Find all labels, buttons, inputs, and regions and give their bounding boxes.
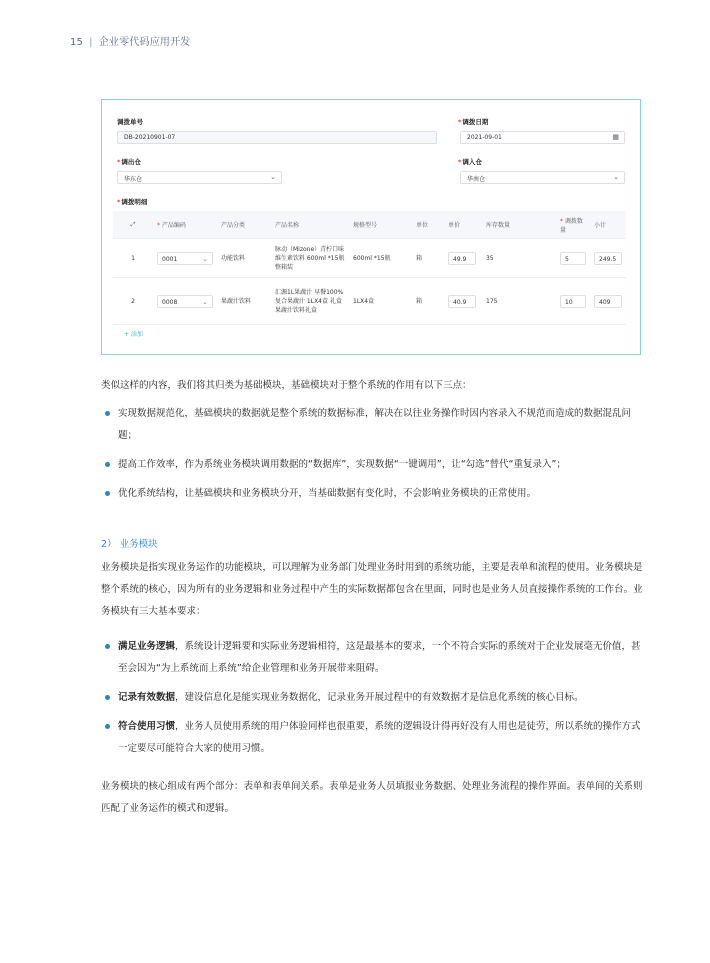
col-code: * 产品编码: [153, 211, 217, 239]
add-row-button[interactable]: + 添加: [124, 331, 143, 338]
price-input[interactable]: 49.9: [448, 252, 476, 265]
page-number: 15: [70, 37, 84, 48]
col-qty: * 调拨数量: [556, 211, 590, 239]
subtotal-cell: [590, 278, 626, 325]
table-row: [113, 239, 626, 278]
row-index: 2: [113, 278, 153, 325]
list-item: 满足业务逻辑，系统设计逻辑要和实际业务逻辑相符，这是最基本的要求，一个不符合实际的系统对于企业发展毫无价值，甚至会因为“为上系统而上系统”给企业管理和业务开展带来阻碍。: [101, 636, 646, 680]
header-separator: |: [89, 37, 93, 48]
bullet-icon: [105, 411, 110, 416]
chevron-down-icon: ⌄: [613, 173, 619, 181]
product-code-select[interactable]: 0001 ⌄: [157, 252, 213, 265]
qty-cell: [556, 278, 590, 325]
list-item: 记录有效数据，建设信息化是能实现业务数据化，记录业务开展过程中的有效数据才是信息化系统的核心目标。: [101, 687, 646, 709]
in-warehouse-select[interactable]: 华南仓 ⌄: [460, 171, 625, 184]
col-category: 产品分类: [217, 211, 271, 239]
product-code-cell: [153, 239, 217, 278]
table-row: [113, 278, 626, 325]
detail-label: *调拨明细: [117, 198, 148, 206]
out-warehouse-label: *调出仓: [117, 158, 141, 166]
product-code-cell: [153, 278, 217, 325]
spec-cell: 600ml *15瓶: [349, 239, 412, 278]
chevron-down-icon: ⌄: [270, 173, 276, 181]
intro-paragraph: 类似这样的内容，我们将其归类为基础模块，基础模块对于整个系统的作用有以下三点：: [101, 380, 472, 391]
price-cell: [444, 239, 482, 278]
running-title: 企业零代码应用开发: [98, 37, 191, 48]
bullet-icon: [105, 491, 110, 496]
qty-cell: [556, 239, 590, 278]
base-module-points: [101, 403, 646, 505]
bullet-icon: [105, 462, 110, 467]
chevron-down-icon: ⌄: [202, 297, 208, 306]
order-no-field[interactable]: DB-20210901-07: [117, 131, 437, 144]
qty-input[interactable]: 10: [560, 295, 586, 308]
expand-icon[interactable]: ⤢: [113, 211, 153, 239]
transfer-detail-table: [113, 211, 626, 325]
stock-cell: 35: [482, 239, 556, 278]
col-name: 产品名称: [271, 211, 349, 239]
product-code-select[interactable]: 0008 ⌄: [157, 295, 213, 308]
running-header: [70, 33, 191, 48]
date-label: *调拨日期: [458, 118, 489, 126]
subtotal-field: 409: [594, 295, 622, 308]
price-input[interactable]: 40.9: [448, 295, 476, 308]
requirements-list: [101, 636, 646, 760]
bullet-icon: [105, 695, 110, 700]
col-subtotal: 小计: [590, 211, 626, 239]
list-item: 优化系统结构，让基础模块和业务模块分开，当基础数据有变化时，不会影响业务模块的正常使用。: [101, 483, 646, 505]
bullet-icon: [105, 724, 110, 729]
category-cell: 功能饮料: [217, 239, 271, 278]
col-stock: 库存数量: [482, 211, 556, 239]
table-header-row: [113, 211, 626, 239]
col-price: 单价: [444, 211, 482, 239]
category-cell: 果蔬汁饮料: [217, 278, 271, 325]
list-item: 实现数据规范化，基础模块的数据就是整个系统的数据标准，解决在以往业务操作时因内容录入不规范而造成的数据混乱问题；: [101, 403, 646, 447]
date-field[interactable]: 2021-09-01 ▦: [460, 131, 625, 144]
section-paragraph: 业务模块是指实现业务运作的功能模块，可以理解为业务部门处理业务时用到的系统功能，主要是表单和流程的使用。业务模块是整个系统的核心，因为所有的业务逻辑和业务过程中产生的实际数据都包含在里面，同时也是业务人员直接操作系统的工作台。业务模块有三大基本要求：: [101, 562, 643, 617]
subtotal-cell: [590, 239, 626, 278]
out-warehouse-select[interactable]: 华东仓 ⌄: [117, 171, 282, 184]
list-item: 符合使用习惯，业务人员使用系统的用户体验同样也很重要，系统的逻辑设计得再好没有人用也是徒劳，所以系统的操作方式一定要尽可能符合大家的使用习惯。: [101, 716, 646, 760]
product-name-cell: 脉动（Mizone）青柠口味 维生素饮料 600ml *15瓶 整箱装: [271, 239, 349, 278]
unit-cell: 箱: [412, 278, 444, 325]
calendar-icon[interactable]: ▦: [612, 133, 619, 141]
closing-paragraph: 业务模块的核心组成有两个部分：表单和表单间关系。表单是业务人员填报业务数据、处理业务流程的操作界面。表单间的关系则匹配了业务运作的模式和逻辑。: [101, 781, 643, 814]
unit-cell: 箱: [412, 239, 444, 278]
chevron-down-icon: ⌄: [202, 254, 208, 263]
stock-cell: 175: [482, 278, 556, 325]
row-index: 1: [113, 239, 153, 278]
list-item: 提高工作效率，作为系统业务模块调用数据的“数据库”，实现数据“一键调用”，让“勾选”替代“重复录入”；: [101, 454, 646, 476]
in-warehouse-label: *调入仓: [458, 158, 482, 166]
col-unit: 单位: [412, 211, 444, 239]
qty-input[interactable]: 5: [560, 252, 586, 265]
price-cell: [444, 278, 482, 325]
subtotal-field: 249.5: [594, 252, 622, 265]
spec-cell: 1LX4盒: [349, 278, 412, 325]
section-heading: 2） 业务模块: [101, 539, 158, 550]
order-no-label: 调拨单号: [117, 118, 143, 126]
product-name-cell: 汇源1L果蔬汁 早餐100%复合果蔬汁 1LX4盒 礼盒 果蔬汁饮料礼盒: [271, 278, 349, 325]
bullet-icon: [105, 644, 110, 649]
col-spec: 规格型号: [349, 211, 412, 239]
